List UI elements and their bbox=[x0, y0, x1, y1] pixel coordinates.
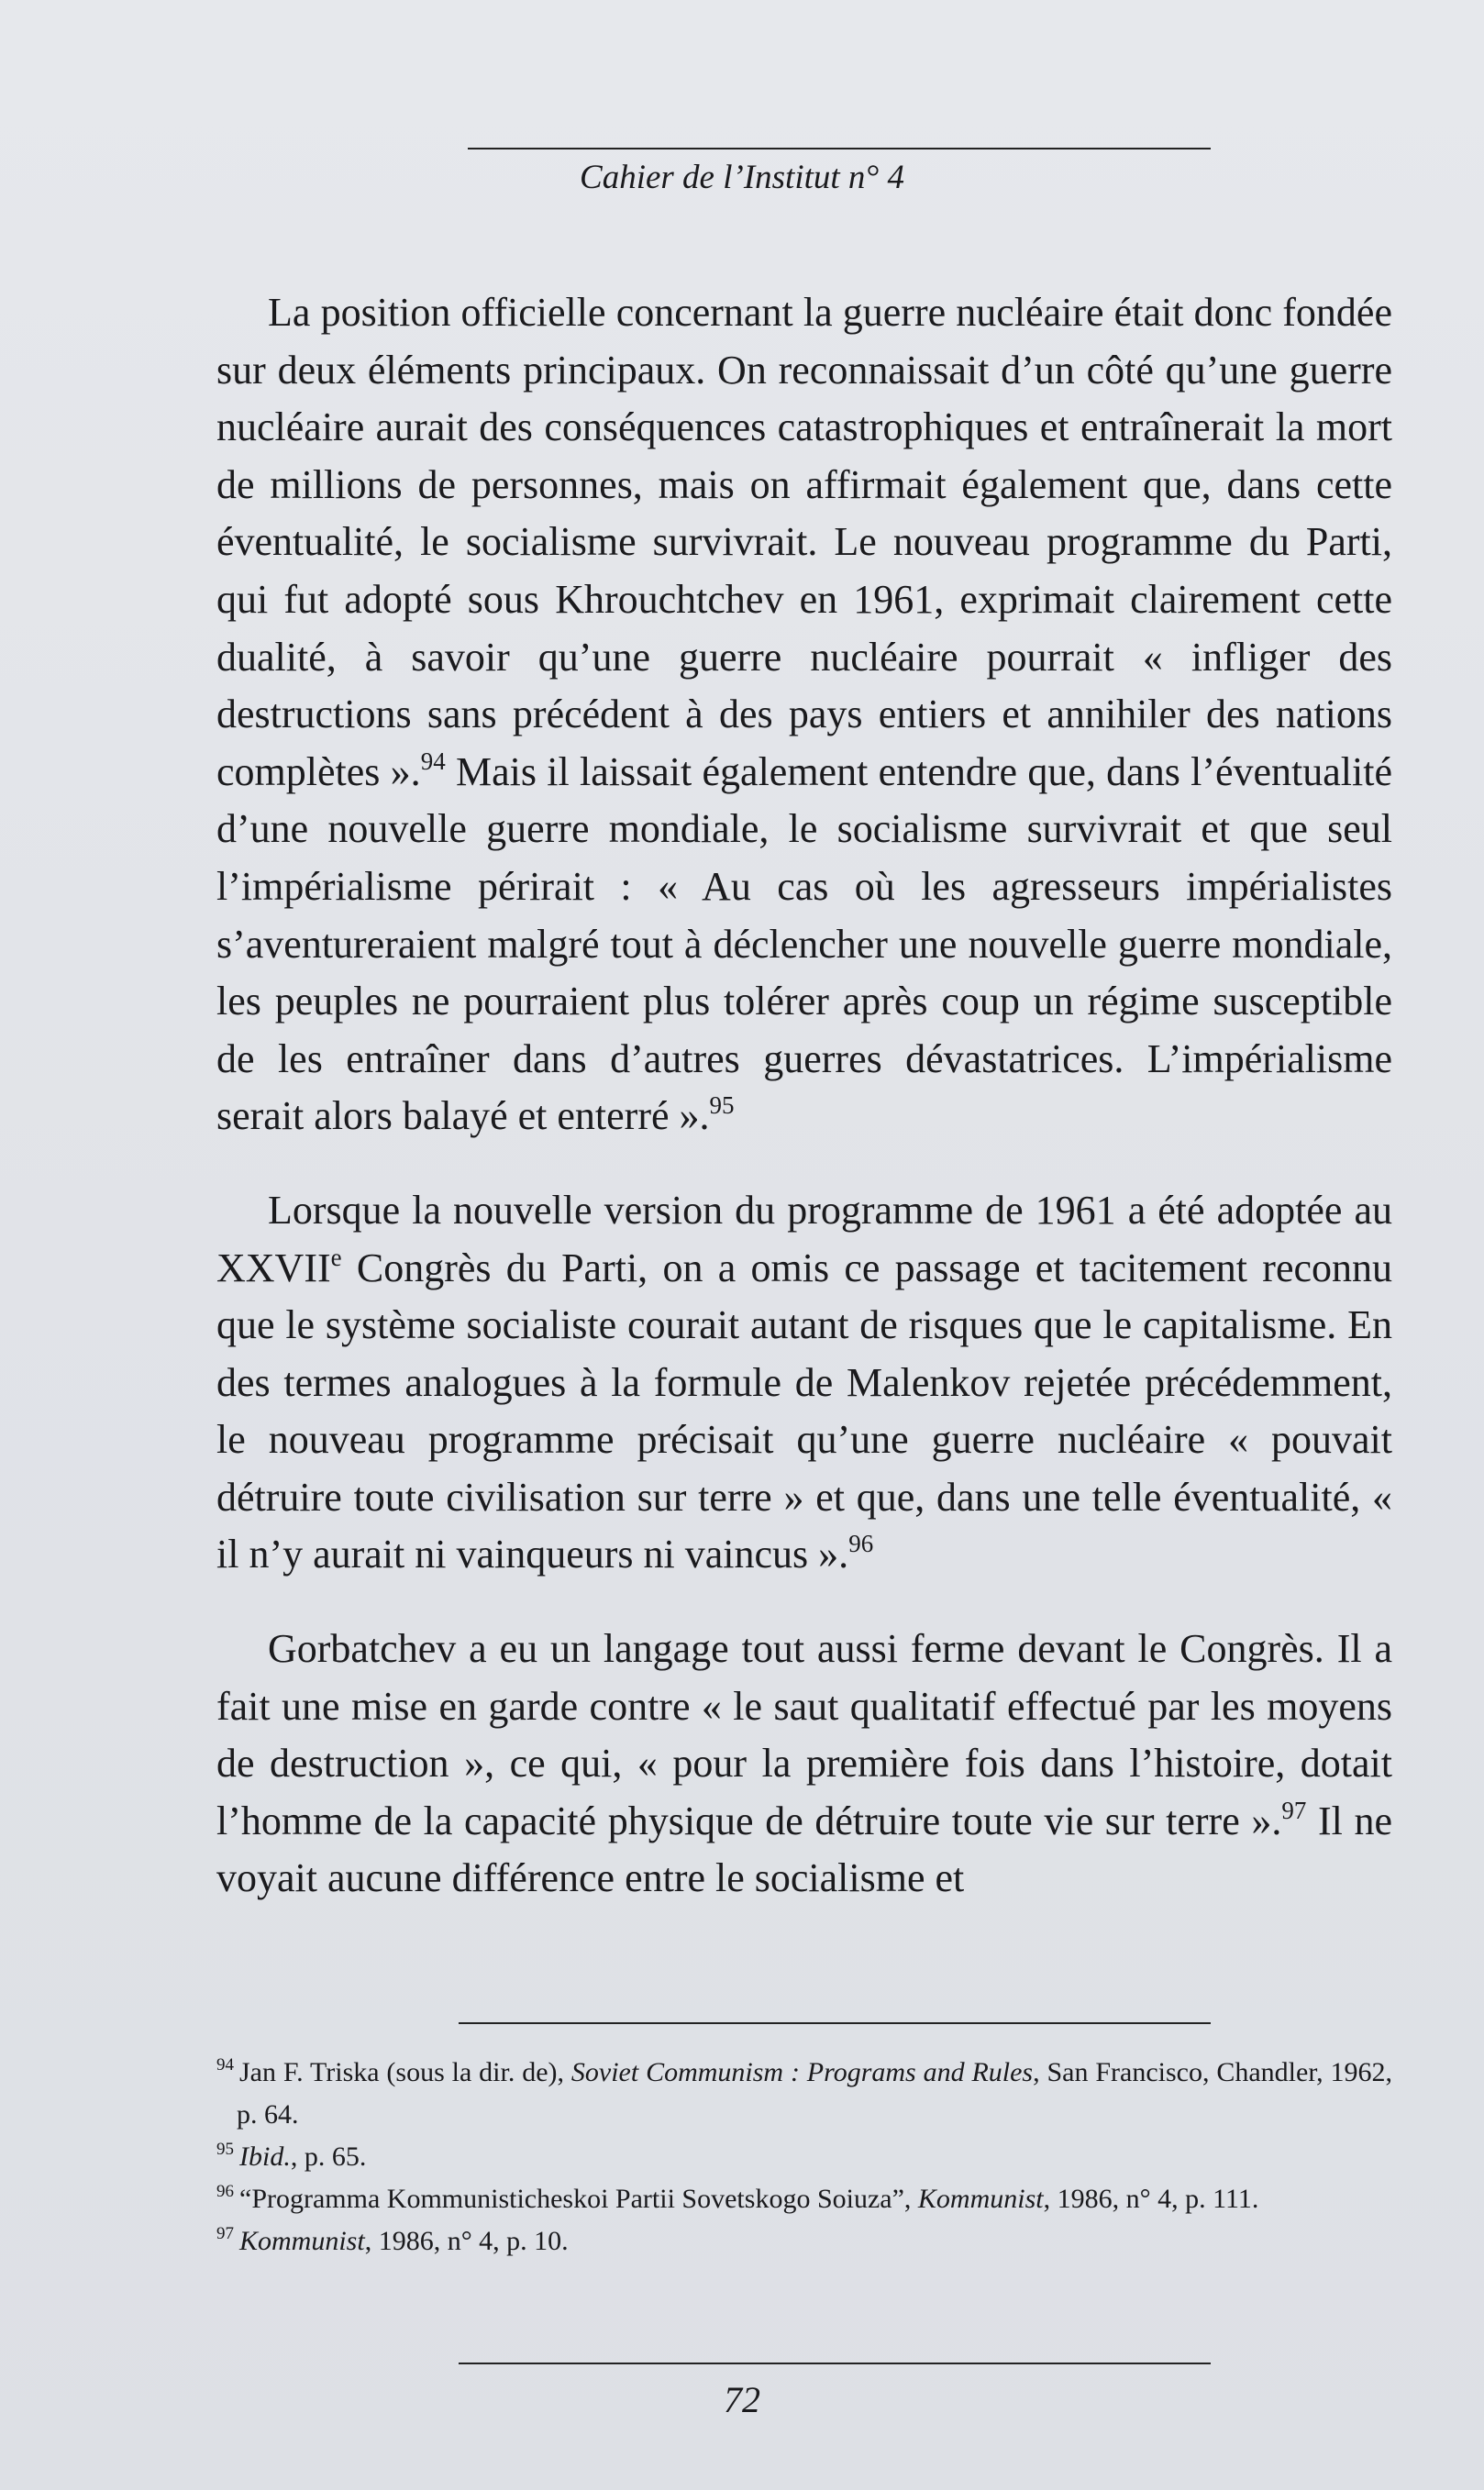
footnote-italic: Kommunist bbox=[239, 2226, 365, 2256]
paragraph-2-text-b: Congrès du Parti, on a omis ce passage et tacitement reconnu que le système socialiste courait autant de risques que le capitalisme. En des termes analogues à la formule de Malenkov rejetée précédemment, le nouveau programme précisait qu’une guerre nucléaire « pouvait détruire toute civilisation sur terre » et que, dans une telle éventualité, « il n’y aurait ni vainqueurs ni vaincus ». bbox=[216, 1245, 1392, 1577]
header-rule bbox=[468, 148, 1211, 149]
footnote-text: , 1986, n° 4, p. 10. bbox=[364, 2226, 569, 2256]
footnote-ref-94: 94 bbox=[420, 747, 446, 775]
footnote-ref-95: 95 bbox=[709, 1091, 735, 1120]
running-header: Cahier de l’Institut n° 4 bbox=[580, 159, 904, 196]
body-text bbox=[216, 284, 1392, 1908]
footnote-number: 94 bbox=[216, 2055, 234, 2075]
footnote-number: 97 bbox=[216, 2224, 234, 2243]
footnote-text: Jan F. Triska (sous la dir. de), bbox=[239, 2057, 571, 2087]
footnote-rule bbox=[459, 2022, 1211, 2024]
footnote bbox=[216, 2052, 1392, 2136]
page-number: 72 bbox=[724, 2379, 760, 2420]
footnote bbox=[216, 2220, 1392, 2263]
footnote-italic: Kommunist bbox=[917, 2184, 1044, 2214]
footnote-text: , 1986, n° 4, p. 111. bbox=[1043, 2184, 1259, 2214]
footnote-italic: Ibid. bbox=[239, 2141, 291, 2172]
footnotes bbox=[216, 2052, 1392, 2263]
footnote-ref-96: 96 bbox=[848, 1530, 874, 1558]
paragraph-1-text-a: La position officielle concernant la guerre nucléaire était donc fondée sur deux éléments principaux. On reconnaissait d’un côté qu’une guerre nucléaire aurait des conséquences catastrophiques et entraînerait la mort de millions de personnes, mais on affirmait également que, dans cette éventualité, le socialisme survivrait. Le nouveau programme du Parti, qui fut adopté sous Khrouchtchev en 1961, exprimait clairement cette dualité, à savoir qu’une guerre nucléaire pourrait « infliger des destructions sans précédent à des pays entiers et annihiler des nations complètes ». bbox=[216, 290, 1392, 794]
footnote-number: 95 bbox=[216, 2140, 234, 2159]
paragraph-1 bbox=[216, 284, 1392, 1145]
paragraph-1-text-b: Mais il laissait également entendre que, dans l’éventualité d’une nouvelle guerre mondiale, le socialisme survivrait et que seul l’impérialisme périrait : « Au cas où les agresseurs impérialistes s’aventureraient malgré tout à déclencher une nouvelle guerre mondiale, les peuples ne pourraient plus tolérer après coup un régime susceptible de les entraîner dans d’autres guerres dévastatrices. L’impérialisme serait alors balayé et enterré ». bbox=[216, 748, 1393, 1139]
footnote-number: 96 bbox=[216, 2182, 234, 2201]
footnote-ref-97: 97 bbox=[1281, 1796, 1307, 1824]
paragraph-3-text-b: Il ne voyait aucune différence entre le socialisme et bbox=[216, 1798, 1393, 1901]
page-number-rule bbox=[459, 2363, 1211, 2364]
footnote bbox=[216, 2136, 1392, 2178]
paragraph-2-text-a: Lorsque la nouvelle version du programme de 1961 a été adoptée au XXVII bbox=[216, 1187, 1392, 1290]
footnote-text: “Programma Kommunisticheskoi Partii Sovetskogo Soiuza”, bbox=[239, 2184, 918, 2214]
paragraph-2 bbox=[216, 1182, 1392, 1584]
footnote-text: , San Francisco, Chandler, 1962, p. 64. bbox=[237, 2057, 1392, 2130]
ordinal-superscript: e bbox=[330, 1243, 342, 1271]
paragraph-3-text-a: Gorbatchev a eu un langage tout aussi ferme devant le Congrès. Il a fait une mise en garde contre « le saut qualitatif effectué par les moyens de destruction », ce qui, « pour la première fois dans l’histoire, dotait l’homme de la capacité physique de détruire toute vie sur terre ». bbox=[216, 1626, 1392, 1843]
footnote-text: , p. 65. bbox=[290, 2141, 367, 2172]
footnote-italic: Soviet Communism : Programs and Rules bbox=[570, 2057, 1034, 2087]
paragraph-3 bbox=[216, 1621, 1392, 1908]
footnote bbox=[216, 2178, 1392, 2220]
